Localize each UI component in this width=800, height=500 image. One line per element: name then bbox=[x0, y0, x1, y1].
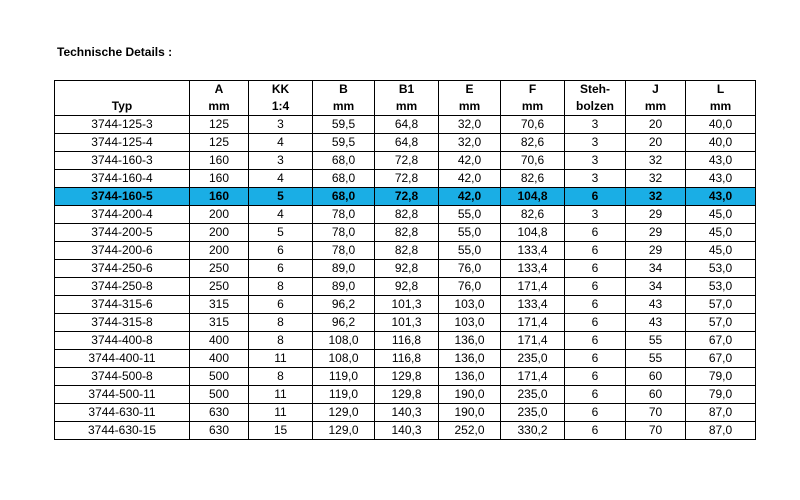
table-cell: 3 bbox=[565, 134, 626, 152]
table-cell: 315 bbox=[190, 314, 249, 332]
table-cell: 160 bbox=[190, 188, 249, 206]
table-cell: 171,4 bbox=[501, 314, 565, 332]
header-cell-l-unit: mm bbox=[686, 98, 756, 116]
table-cell: 3744-125-4 bbox=[55, 134, 190, 152]
table-cell: 3744-250-6 bbox=[55, 260, 190, 278]
table-cell: 133,4 bbox=[501, 260, 565, 278]
table-cell: 55,0 bbox=[439, 242, 501, 260]
table-cell: 43 bbox=[626, 314, 686, 332]
table-cell: 6 bbox=[249, 260, 313, 278]
header-cell-b1-top: B1 bbox=[375, 81, 439, 99]
table-cell: 133,4 bbox=[501, 242, 565, 260]
table-cell: 200 bbox=[190, 224, 249, 242]
table-cell: 116,8 bbox=[375, 350, 439, 368]
table-cell: 60 bbox=[626, 368, 686, 386]
header-cell-b1-unit: mm bbox=[375, 98, 439, 116]
table-cell: 8 bbox=[249, 278, 313, 296]
table-cell: 20 bbox=[626, 116, 686, 134]
table-cell: 125 bbox=[190, 116, 249, 134]
table-cell: 140,3 bbox=[375, 422, 439, 440]
table-cell: 108,0 bbox=[313, 350, 375, 368]
table-cell: 190,0 bbox=[439, 386, 501, 404]
table-cell: 6 bbox=[565, 422, 626, 440]
table-cell: 53,0 bbox=[686, 278, 756, 296]
table-cell: 43,0 bbox=[686, 152, 756, 170]
table-cell: 171,4 bbox=[501, 368, 565, 386]
table-cell: 4 bbox=[249, 206, 313, 224]
table-cell: 42,0 bbox=[439, 170, 501, 188]
header-row-bottom bbox=[55, 98, 756, 116]
table-cell: 43 bbox=[626, 296, 686, 314]
table-cell: 68,0 bbox=[313, 170, 375, 188]
table-cell: 200 bbox=[190, 206, 249, 224]
header-cell-typ-top bbox=[55, 81, 190, 99]
table-cell: 500 bbox=[190, 386, 249, 404]
table-cell: 3744-160-3 bbox=[55, 152, 190, 170]
table-cell: 70 bbox=[626, 404, 686, 422]
table-cell: 68,0 bbox=[313, 152, 375, 170]
table-cell: 3744-125-3 bbox=[55, 116, 190, 134]
table-cell: 82,6 bbox=[501, 170, 565, 188]
table-cell: 79,0 bbox=[686, 386, 756, 404]
header-row-top bbox=[55, 81, 756, 99]
table-cell: 3744-315-6 bbox=[55, 296, 190, 314]
table-cell: 235,0 bbox=[501, 404, 565, 422]
table-cell: 101,3 bbox=[375, 296, 439, 314]
table-cell: 3744-630-11 bbox=[55, 404, 190, 422]
table-cell: 400 bbox=[190, 350, 249, 368]
table-row bbox=[55, 368, 756, 386]
table-row bbox=[55, 206, 756, 224]
table-cell: 330,2 bbox=[501, 422, 565, 440]
table-cell: 72,8 bbox=[375, 188, 439, 206]
table-cell: 8 bbox=[249, 368, 313, 386]
table-cell: 82,8 bbox=[375, 206, 439, 224]
table-cell: 64,8 bbox=[375, 134, 439, 152]
table-cell: 59,5 bbox=[313, 116, 375, 134]
table-cell: 3744-315-8 bbox=[55, 314, 190, 332]
table-cell: 60 bbox=[626, 386, 686, 404]
table-cell: 8 bbox=[249, 314, 313, 332]
table-cell: 116,8 bbox=[375, 332, 439, 350]
table-cell: 3744-200-4 bbox=[55, 206, 190, 224]
table-cell: 6 bbox=[565, 260, 626, 278]
table-cell: 108,0 bbox=[313, 332, 375, 350]
table-cell: 103,0 bbox=[439, 296, 501, 314]
table-row bbox=[55, 260, 756, 278]
table-cell: 104,8 bbox=[501, 188, 565, 206]
table-row bbox=[55, 152, 756, 170]
table-cell: 101,3 bbox=[375, 314, 439, 332]
table-cell: 235,0 bbox=[501, 350, 565, 368]
table-cell: 200 bbox=[190, 242, 249, 260]
table-cell: 104,8 bbox=[501, 224, 565, 242]
table-row bbox=[55, 350, 756, 368]
table-cell: 40,0 bbox=[686, 116, 756, 134]
table-cell: 630 bbox=[190, 422, 249, 440]
table-body bbox=[55, 116, 756, 440]
table-cell: 3744-160-5 bbox=[55, 188, 190, 206]
table-cell: 6 bbox=[565, 368, 626, 386]
table-cell: 79,0 bbox=[686, 368, 756, 386]
table-cell: 6 bbox=[565, 332, 626, 350]
table-cell: 3 bbox=[565, 206, 626, 224]
table-cell: 70,6 bbox=[501, 116, 565, 134]
table-cell: 6 bbox=[565, 386, 626, 404]
table-cell: 43,0 bbox=[686, 188, 756, 206]
table-row bbox=[55, 278, 756, 296]
table-row bbox=[55, 404, 756, 422]
header-cell-kk-unit: 1:4 bbox=[249, 98, 313, 116]
table-cell: 160 bbox=[190, 152, 249, 170]
table-cell: 70,6 bbox=[501, 152, 565, 170]
table-cell: 29 bbox=[626, 206, 686, 224]
table-cell: 3744-500-11 bbox=[55, 386, 190, 404]
table-cell: 53,0 bbox=[686, 260, 756, 278]
table-cell: 3744-630-15 bbox=[55, 422, 190, 440]
table-cell: 15 bbox=[249, 422, 313, 440]
table-cell: 129,8 bbox=[375, 368, 439, 386]
table-cell: 32 bbox=[626, 170, 686, 188]
table-cell: 76,0 bbox=[439, 278, 501, 296]
table-cell: 235,0 bbox=[501, 386, 565, 404]
table-cell: 45,0 bbox=[686, 206, 756, 224]
table-cell: 92,8 bbox=[375, 260, 439, 278]
table-cell: 78,0 bbox=[313, 206, 375, 224]
table-cell: 45,0 bbox=[686, 242, 756, 260]
table-cell: 119,0 bbox=[313, 368, 375, 386]
table-cell: 32,0 bbox=[439, 134, 501, 152]
table-cell: 96,2 bbox=[313, 296, 375, 314]
table-row bbox=[55, 224, 756, 242]
table-cell: 6 bbox=[565, 404, 626, 422]
header-cell-stehbolzen-unit: bolzen bbox=[565, 98, 626, 116]
header-cell-kk-top: KK bbox=[249, 81, 313, 99]
header-cell-j-unit: mm bbox=[626, 98, 686, 116]
table-cell: 4 bbox=[249, 134, 313, 152]
table-cell: 34 bbox=[626, 278, 686, 296]
table-cell: 250 bbox=[190, 278, 249, 296]
table-cell: 82,6 bbox=[501, 206, 565, 224]
table-cell: 32,0 bbox=[439, 116, 501, 134]
header-cell-e-top: E bbox=[439, 81, 501, 99]
header-cell-typ: Typ bbox=[55, 98, 190, 116]
table-cell: 119,0 bbox=[313, 386, 375, 404]
table-cell: 171,4 bbox=[501, 278, 565, 296]
table-cell: 6 bbox=[565, 296, 626, 314]
table-row bbox=[55, 332, 756, 350]
table-cell: 96,2 bbox=[313, 314, 375, 332]
table-cell: 3 bbox=[565, 170, 626, 188]
header-cell-stehbolzen-top: Steh- bbox=[565, 81, 626, 99]
table-cell: 55,0 bbox=[439, 206, 501, 224]
table-cell: 6 bbox=[249, 296, 313, 314]
table-cell: 3744-400-11 bbox=[55, 350, 190, 368]
table-cell: 72,8 bbox=[375, 152, 439, 170]
table-cell: 45,0 bbox=[686, 224, 756, 242]
table-cell: 6 bbox=[565, 224, 626, 242]
table-cell: 78,0 bbox=[313, 242, 375, 260]
table-row bbox=[55, 116, 756, 134]
table-cell: 87,0 bbox=[686, 422, 756, 440]
header-cell-b-unit: mm bbox=[313, 98, 375, 116]
table-cell: 103,0 bbox=[439, 314, 501, 332]
table-cell: 82,8 bbox=[375, 224, 439, 242]
table-cell: 6 bbox=[565, 314, 626, 332]
table-cell: 32 bbox=[626, 152, 686, 170]
table-cell: 136,0 bbox=[439, 350, 501, 368]
table-cell: 40,0 bbox=[686, 134, 756, 152]
table-cell: 3744-200-6 bbox=[55, 242, 190, 260]
table-cell: 89,0 bbox=[313, 278, 375, 296]
table-cell: 3744-200-5 bbox=[55, 224, 190, 242]
table-cell: 129,8 bbox=[375, 386, 439, 404]
table-row-highlighted bbox=[55, 188, 756, 206]
table-cell: 3744-500-8 bbox=[55, 368, 190, 386]
page-title: Technische Details : bbox=[57, 45, 173, 59]
table-cell: 190,0 bbox=[439, 404, 501, 422]
table-cell: 55 bbox=[626, 350, 686, 368]
table-row bbox=[55, 134, 756, 152]
table-cell: 4 bbox=[249, 170, 313, 188]
table-cell: 64,8 bbox=[375, 116, 439, 134]
table-cell: 500 bbox=[190, 368, 249, 386]
table-cell: 3 bbox=[565, 152, 626, 170]
table-cell: 55,0 bbox=[439, 224, 501, 242]
table-cell: 76,0 bbox=[439, 260, 501, 278]
table-cell: 6 bbox=[565, 278, 626, 296]
table-cell: 3 bbox=[249, 152, 313, 170]
table-cell: 136,0 bbox=[439, 332, 501, 350]
table-cell: 140,3 bbox=[375, 404, 439, 422]
table-row bbox=[55, 242, 756, 260]
table-cell: 129,0 bbox=[313, 422, 375, 440]
table-row bbox=[55, 170, 756, 188]
table-cell: 72,8 bbox=[375, 170, 439, 188]
header-cell-j-top: J bbox=[626, 81, 686, 99]
header-cell-f-top: F bbox=[501, 81, 565, 99]
table-cell: 3 bbox=[565, 116, 626, 134]
table-row bbox=[55, 422, 756, 440]
table-cell: 55 bbox=[626, 332, 686, 350]
table-cell: 5 bbox=[249, 188, 313, 206]
table-cell: 630 bbox=[190, 404, 249, 422]
table-cell: 133,4 bbox=[501, 296, 565, 314]
table-cell: 34 bbox=[626, 260, 686, 278]
table-cell: 171,4 bbox=[501, 332, 565, 350]
table-cell: 3744-160-4 bbox=[55, 170, 190, 188]
table-cell: 160 bbox=[190, 170, 249, 188]
table-cell: 43,0 bbox=[686, 170, 756, 188]
table-cell: 400 bbox=[190, 332, 249, 350]
table-cell: 250 bbox=[190, 260, 249, 278]
table-cell: 6 bbox=[565, 350, 626, 368]
table-cell: 315 bbox=[190, 296, 249, 314]
table-cell: 136,0 bbox=[439, 368, 501, 386]
header-cell-b-top: B bbox=[313, 81, 375, 99]
table-cell: 11 bbox=[249, 350, 313, 368]
table-cell: 5 bbox=[249, 224, 313, 242]
table-cell: 11 bbox=[249, 386, 313, 404]
table-cell: 67,0 bbox=[686, 350, 756, 368]
table-row bbox=[55, 296, 756, 314]
table-cell: 67,0 bbox=[686, 332, 756, 350]
table-cell: 3 bbox=[249, 116, 313, 134]
table-cell: 29 bbox=[626, 224, 686, 242]
header-cell-a-unit: mm bbox=[190, 98, 249, 116]
table-cell: 89,0 bbox=[313, 260, 375, 278]
table-cell: 59,5 bbox=[313, 134, 375, 152]
header-cell-f-unit: mm bbox=[501, 98, 565, 116]
table-cell: 78,0 bbox=[313, 224, 375, 242]
table-cell: 42,0 bbox=[439, 152, 501, 170]
table-cell: 32 bbox=[626, 188, 686, 206]
table-row bbox=[55, 314, 756, 332]
table-cell: 11 bbox=[249, 404, 313, 422]
table-cell: 125 bbox=[190, 134, 249, 152]
table-cell: 6 bbox=[249, 242, 313, 260]
header-cell-e-unit: mm bbox=[439, 98, 501, 116]
table-cell: 57,0 bbox=[686, 296, 756, 314]
table-cell: 252,0 bbox=[439, 422, 501, 440]
table-cell: 70 bbox=[626, 422, 686, 440]
technical-details-table bbox=[54, 80, 756, 440]
table-cell: 42,0 bbox=[439, 188, 501, 206]
table-row bbox=[55, 386, 756, 404]
table-cell: 20 bbox=[626, 134, 686, 152]
table-cell: 68,0 bbox=[313, 188, 375, 206]
table-cell: 82,8 bbox=[375, 242, 439, 260]
table-cell: 6 bbox=[565, 242, 626, 260]
table-cell: 129,0 bbox=[313, 404, 375, 422]
table-cell: 87,0 bbox=[686, 404, 756, 422]
table-cell: 6 bbox=[565, 188, 626, 206]
table-cell: 92,8 bbox=[375, 278, 439, 296]
table-cell: 3744-400-8 bbox=[55, 332, 190, 350]
header-cell-l-top: L bbox=[686, 81, 756, 99]
header-cell-a-top: A bbox=[190, 81, 249, 99]
table-cell: 8 bbox=[249, 332, 313, 350]
table-cell: 3744-250-8 bbox=[55, 278, 190, 296]
table-cell: 29 bbox=[626, 242, 686, 260]
table-cell: 57,0 bbox=[686, 314, 756, 332]
table-cell: 82,6 bbox=[501, 134, 565, 152]
